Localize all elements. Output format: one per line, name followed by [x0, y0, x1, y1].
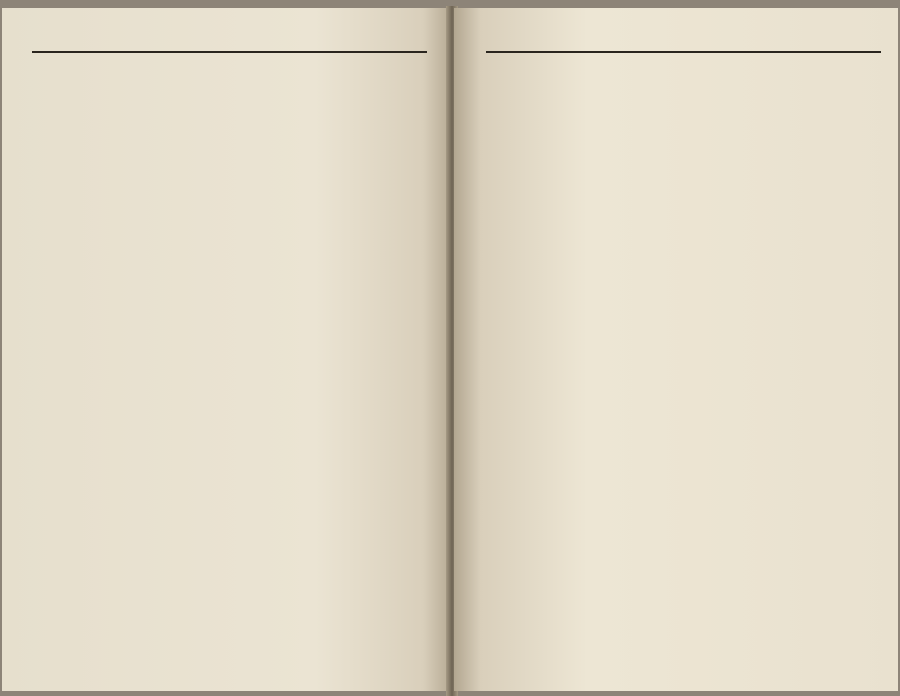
header-rule [486, 51, 881, 53]
left-page-text [34, 66, 427, 68]
header-rule [32, 51, 427, 53]
right-page [454, 8, 898, 691]
left-page [2, 8, 450, 691]
left-page-header [32, 32, 427, 52]
right-page-header [486, 32, 881, 52]
right-page-text [486, 66, 878, 68]
